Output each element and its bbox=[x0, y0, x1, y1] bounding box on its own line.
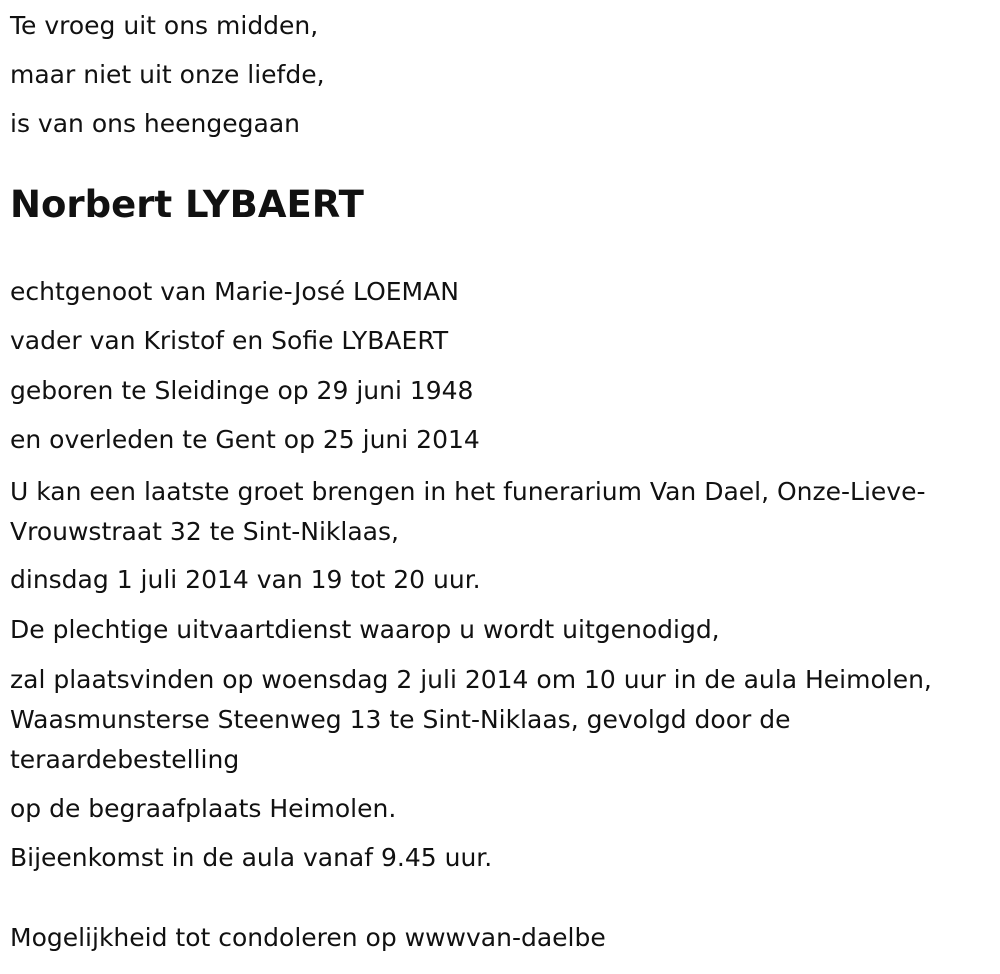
condolence-info: Mogelijkheid tot condoleren op wwwvan-daelbe bbox=[10, 923, 606, 952]
detail-birth: geboren te Sleidinge op 29 juni 1948 bbox=[10, 376, 474, 405]
detail-children: vader van Kristof en Sofie LYBAERT bbox=[10, 326, 449, 355]
poem-line-2: maar niet uit onze liefde, bbox=[10, 60, 325, 89]
poem-line-1: Te vroeg uit ons midden, bbox=[10, 11, 319, 40]
poem-line-3: is van ons heengegaan bbox=[10, 109, 300, 138]
detail-service: zal plaatsvinden op woensdag 2 juli 2014 om 10 uur in de aula Heimolen, Waasmunsterse Steenweg 13 te Sint-Niklaas, gevolgd door de teraardebestelling bbox=[10, 665, 932, 774]
detail-spouse: echtgenoot van Marie-José LOEMAN bbox=[10, 277, 459, 306]
detail-burial: op de begraafplaats Heimolen. bbox=[10, 794, 397, 823]
detail-service-invite: De plechtige uitvaartdienst waarop u wordt uitgenodigd, bbox=[10, 615, 720, 644]
deceased-name: Norbert LYBAERT bbox=[10, 183, 364, 226]
detail-visitation-time: dinsdag 1 juli 2014 van 19 tot 20 uur. bbox=[10, 565, 481, 594]
detail-visitation: U kan een laatste groet brengen in het funerarium Van Dael, Onze-Lieve-Vrouwstraat 32 te Sint-Niklaas, bbox=[10, 477, 926, 546]
detail-death: en overleden te Gent op 25 juni 2014 bbox=[10, 425, 480, 454]
detail-gathering: Bijeenkomst in de aula vanaf 9.45 uur. bbox=[10, 843, 493, 872]
